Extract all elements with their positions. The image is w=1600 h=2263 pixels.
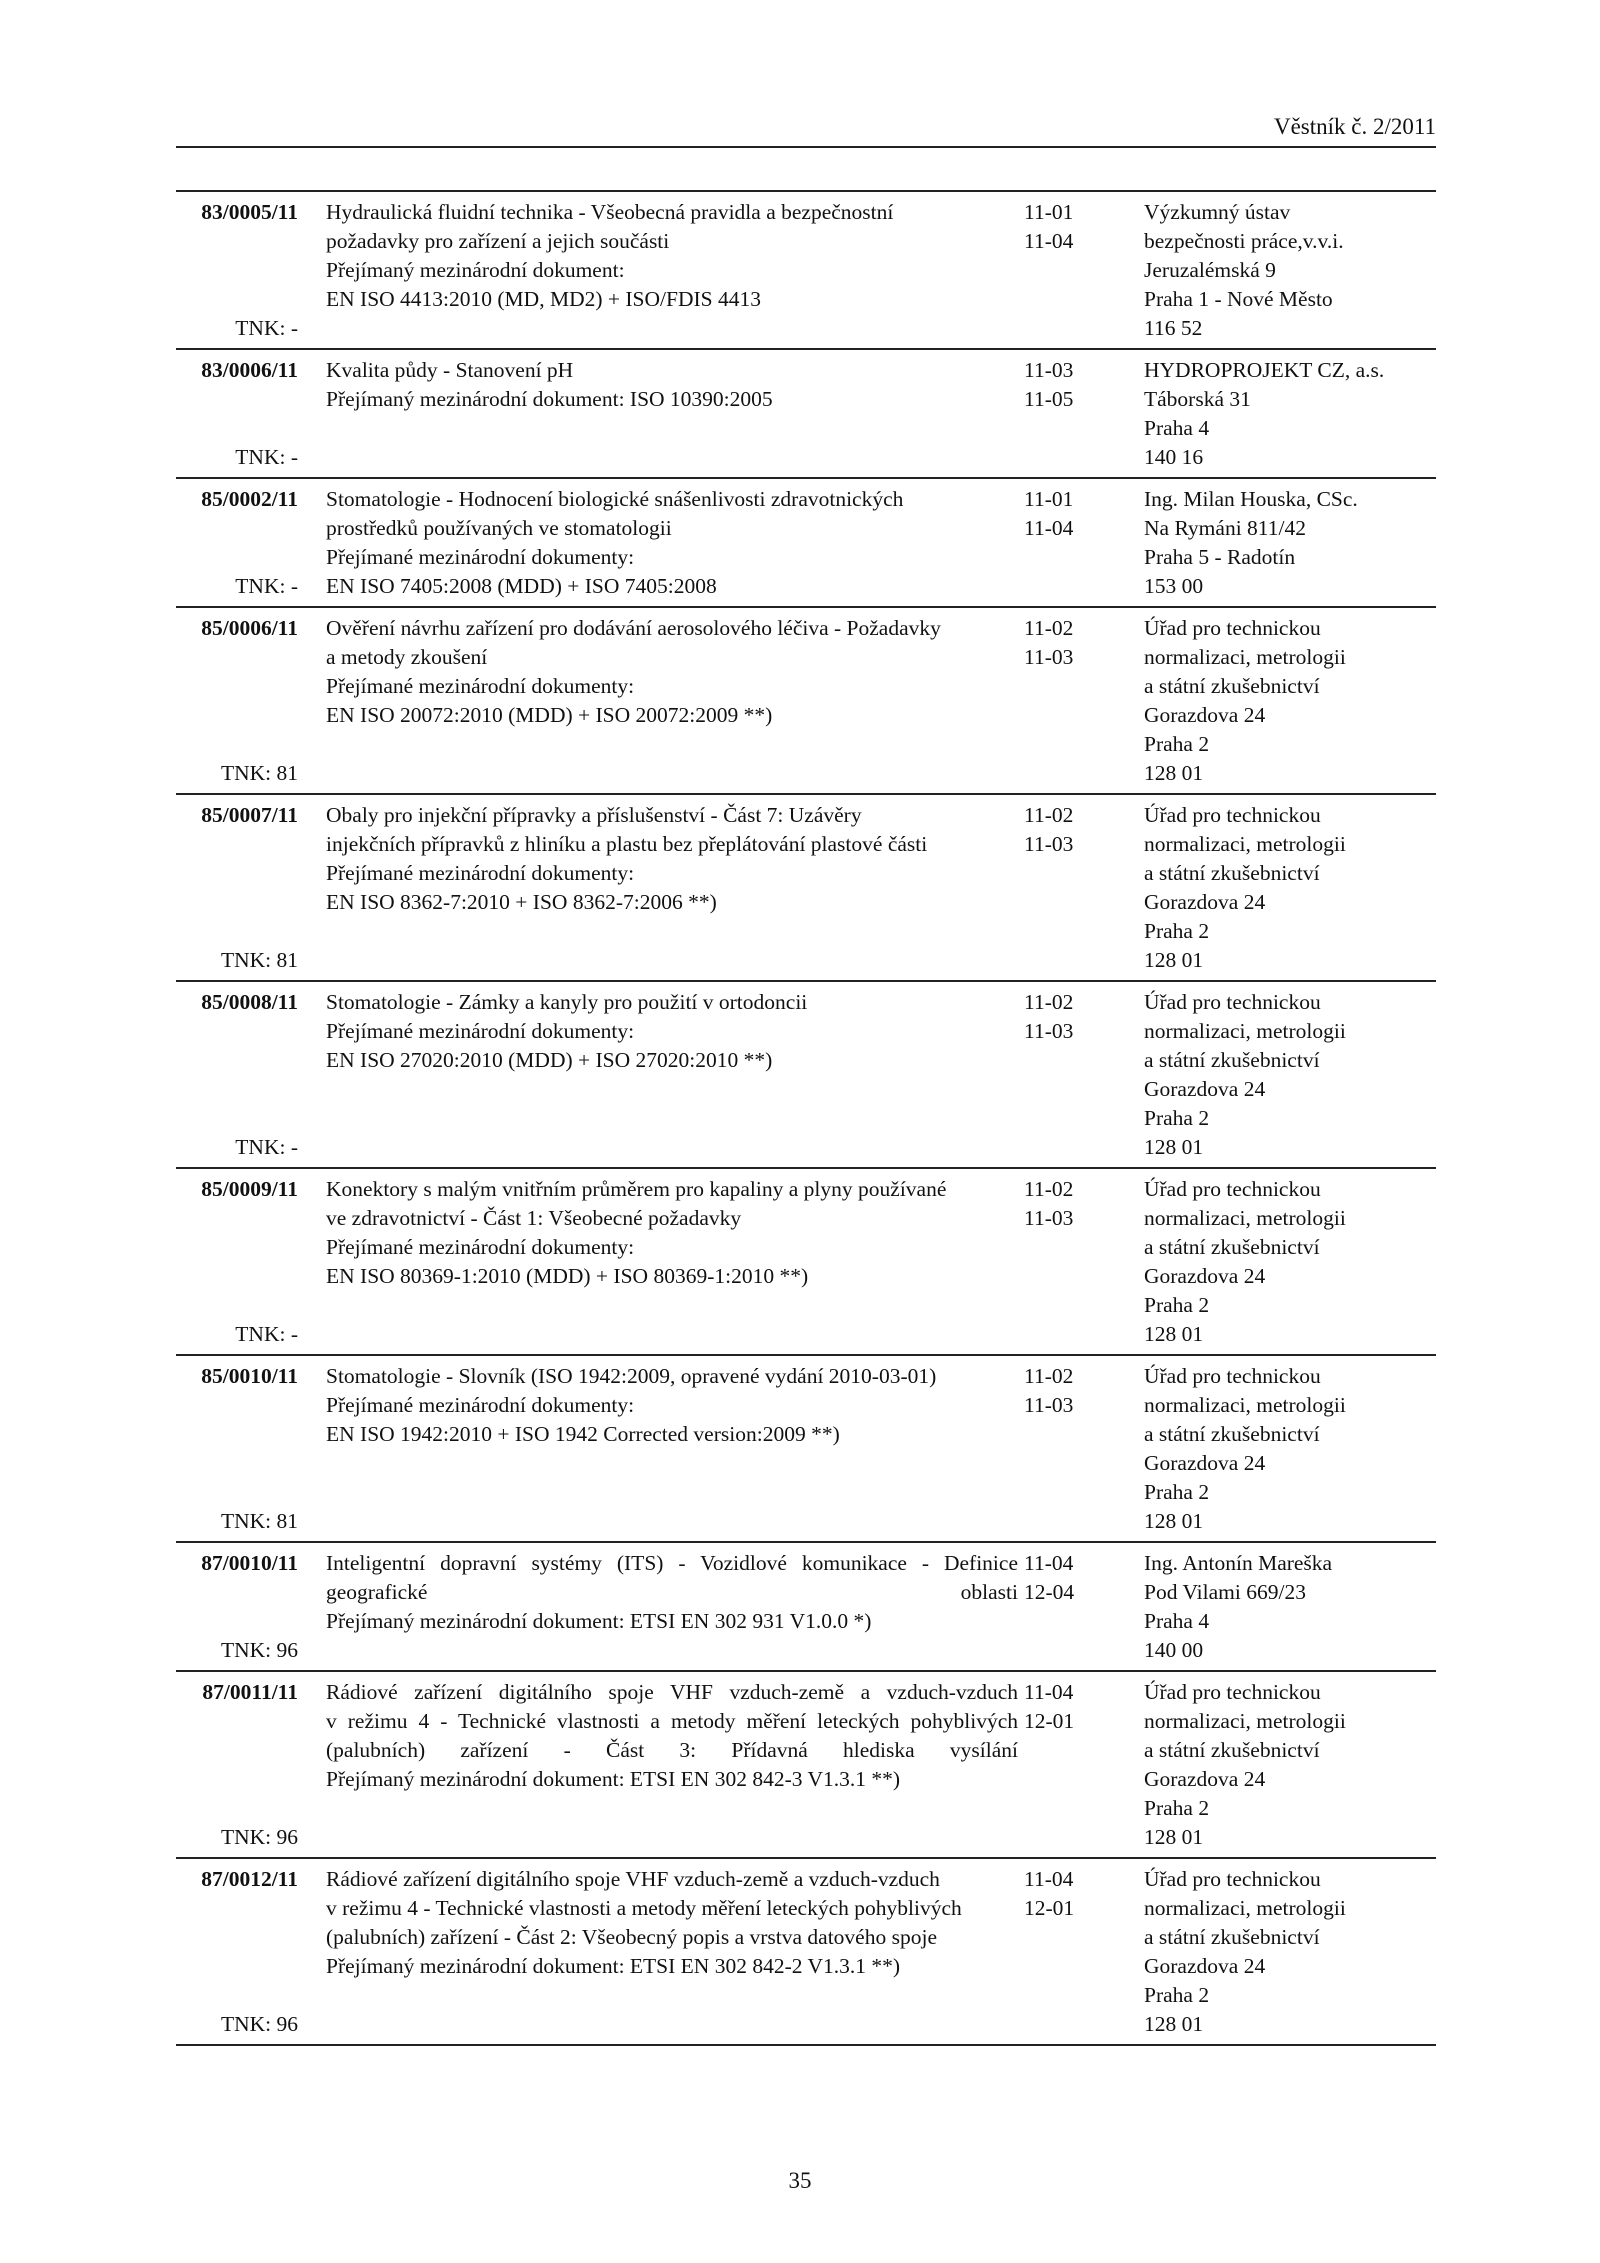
- entry-address-line: Gorazdova 24: [1144, 1767, 1266, 1791]
- entry-title: [298, 1549, 1018, 1665]
- entry-address-line: Gorazdova 24: [1144, 1954, 1266, 1978]
- entry-dates: [1018, 198, 1132, 343]
- entry-date: 11-04: [1024, 516, 1074, 540]
- entry-number: 85/0008/11: [201, 990, 298, 1014]
- entry-title-line: EN ISO 8362-7:2010 + ISO 8362-7:2006 **): [326, 890, 717, 914]
- entry-address-line: Ing. Milan Houska, CSc.: [1144, 487, 1358, 511]
- entry-address-line: 128 01: [1144, 761, 1204, 785]
- entry-dates: [1018, 801, 1132, 975]
- entry-title: [298, 198, 1018, 343]
- entry-title-line: Přejímaný mezinárodní dokument: ETSI EN 302 842-2 V1.3.1 **): [326, 1954, 901, 1978]
- entry-address-line: Ing. Antonín Mareška: [1144, 1551, 1333, 1575]
- entry-tnk: TNK: -: [235, 316, 298, 340]
- entry-title-line: Stomatologie - Zámky a kanyly pro použití v ortodoncii: [326, 990, 808, 1014]
- entry-date: 11-04: [1024, 1551, 1074, 1575]
- entry-address-line: Gorazdova 24: [1144, 703, 1266, 727]
- page-number: 35: [788, 2168, 812, 2193]
- entry-dates: [1018, 356, 1132, 472]
- entry-title: [298, 356, 1018, 472]
- journal-title: Věstník č. 2/2011: [1273, 114, 1436, 139]
- entry-dates: [1018, 1678, 1132, 1852]
- entry-address-line: Úřad pro technickou: [1144, 616, 1321, 640]
- entry-id-column: [176, 1362, 298, 1536]
- entry-tnk: TNK: -: [235, 1135, 298, 1159]
- entry-title-line: Rádiové zařízení digitálního spoje VHF vzduch-země a vzduch-vzduch: [326, 1867, 940, 1891]
- list-item: [176, 1672, 1436, 1859]
- entry-number: 87/0011/11: [202, 1680, 298, 1704]
- entry-address-line: a státní zkušebnictví: [1144, 861, 1320, 885]
- entry-address-line: Praha 2: [1144, 919, 1210, 943]
- entry-title-line: Přejímaný mezinárodní dokument:: [326, 258, 625, 282]
- standards-list: [176, 190, 1436, 2046]
- entry-address-line: 128 01: [1144, 1322, 1204, 1346]
- entry-tnk: TNK: 96: [220, 1825, 298, 1849]
- entry-address-line: Praha 2: [1144, 1983, 1210, 2007]
- entry-address-line: normalizaci, metrologii: [1144, 1019, 1346, 1043]
- entry-title-line: v režimu 4 - Technické vlastnosti a metody měření leteckých pohyblivých: [326, 1896, 962, 1920]
- entry-address-line: Praha 4: [1144, 416, 1210, 440]
- entry-address-line: a státní zkušebnictví: [1144, 1738, 1320, 1762]
- entry-address-line: Úřad pro technickou: [1144, 1177, 1321, 1201]
- entry-title-line: Přejímané mezinárodní dokumenty:: [326, 545, 635, 569]
- entry-address-line: 128 01: [1144, 2012, 1204, 2036]
- entry-id-column: [176, 988, 298, 1162]
- entry-address-line: Gorazdova 24: [1144, 890, 1266, 914]
- entry-date: 11-03: [1024, 1393, 1074, 1417]
- entry-address-line: 128 01: [1144, 1825, 1204, 1849]
- entry-address-line: normalizaci, metrologii: [1144, 1206, 1346, 1230]
- entry-address-line: 153 00: [1144, 574, 1204, 598]
- entry-title-line: (palubních) zařízení - Část 2: Všeobecný popis a vrstva datového spoje: [326, 1925, 937, 1949]
- entry-title-line: geografické oblasti: [326, 1580, 1018, 1604]
- entry-title-line: Ověření návrhu zařízení pro dodávání aerosolového léčiva - Požadavky: [326, 616, 941, 640]
- entry-title-line: injekčních přípravků z hliníku a plastu bez přeplátování plastové části: [326, 832, 928, 856]
- entry-number: 87/0010/11: [201, 1551, 298, 1575]
- list-item: [176, 192, 1436, 350]
- entry-number: 85/0007/11: [201, 803, 298, 827]
- entry-title-line: prostředků používaných ve stomatologii: [326, 516, 672, 540]
- entry-number: 83/0005/11: [201, 200, 298, 224]
- entry-address-line: Praha 1 - Nové Město: [1144, 287, 1333, 311]
- list-item: [176, 479, 1436, 608]
- entry-address: [1132, 988, 1436, 1162]
- entry-id-column: [176, 356, 298, 472]
- entry-date: 11-02: [1024, 990, 1074, 1014]
- entry-id-column: [176, 1175, 298, 1349]
- entry-address-line: Gorazdova 24: [1144, 1451, 1266, 1475]
- entry-date: 11-03: [1024, 1206, 1074, 1230]
- entry-title: [298, 1865, 1018, 2039]
- entry-address-line: a státní zkušebnictví: [1144, 1048, 1320, 1072]
- entry-address-line: Na Rymáni 811/42: [1144, 516, 1306, 540]
- entry-address: [1132, 485, 1436, 601]
- entry-id-column: [176, 1678, 298, 1852]
- entry-address-line: Praha 2: [1144, 1293, 1210, 1317]
- entry-date: 11-02: [1024, 616, 1074, 640]
- entry-title-line: EN ISO 27020:2010 (MDD) + ISO 27020:2010 **): [326, 1048, 773, 1072]
- list-item: [176, 1169, 1436, 1356]
- entry-date: 12-01: [1024, 1896, 1075, 1920]
- entry-title-line: EN ISO 80369-1:2010 (MDD) + ISO 80369-1:2010 **): [326, 1264, 809, 1288]
- list-item: [176, 795, 1436, 982]
- entry-title-line: Přejímané mezinárodní dokumenty:: [326, 861, 635, 885]
- entry-title-line: Přejímaný mezinárodní dokument: ISO 10390:2005: [326, 387, 773, 411]
- entry-address-line: Gorazdova 24: [1144, 1264, 1266, 1288]
- entry-number: 85/0010/11: [201, 1364, 298, 1388]
- entry-address-line: Praha 2: [1144, 732, 1210, 756]
- entry-title-line: Přejímané mezinárodní dokumenty:: [326, 674, 635, 698]
- entry-title-line: Stomatologie - Hodnocení biologické snášenlivosti zdravotnických: [326, 487, 904, 511]
- entry-date: 11-02: [1024, 1177, 1074, 1201]
- entry-number: 85/0009/11: [201, 1177, 298, 1201]
- entry-address: [1132, 356, 1436, 472]
- entry-address-line: normalizaci, metrologii: [1144, 1393, 1346, 1417]
- entry-title-line: a metody zkoušení: [326, 645, 488, 669]
- list-item: [176, 1356, 1436, 1543]
- entry-address-line: Úřad pro technickou: [1144, 1364, 1321, 1388]
- entry-id-column: [176, 485, 298, 601]
- entry-address-line: Praha 2: [1144, 1106, 1210, 1130]
- entry-address-line: 116 52: [1144, 316, 1203, 340]
- entry-tnk: TNK: 96: [220, 2012, 298, 2036]
- entry-title: [298, 801, 1018, 975]
- entry-number: 87/0012/11: [201, 1867, 298, 1891]
- entry-title: [298, 614, 1018, 788]
- entry-date: 11-02: [1024, 1364, 1074, 1388]
- entry-id-column: [176, 1865, 298, 2039]
- entry-address-line: normalizaci, metrologii: [1144, 1896, 1346, 1920]
- list-item: [176, 1543, 1436, 1672]
- entry-date: 11-02: [1024, 803, 1074, 827]
- list-item: [176, 982, 1436, 1169]
- entry-title-line: Přejímané mezinárodní dokumenty:: [326, 1235, 635, 1259]
- entry-date: 12-04: [1024, 1580, 1075, 1604]
- entry-date: 11-05: [1024, 387, 1074, 411]
- entry-date: 11-04: [1024, 1867, 1074, 1891]
- entry-date: 11-03: [1024, 358, 1074, 382]
- entry-address-line: 128 01: [1144, 1135, 1204, 1159]
- entry-title-line: Přejímaný mezinárodní dokument: ETSI EN 302 842-3 V1.3.1 **): [326, 1767, 901, 1791]
- entry-date: 11-04: [1024, 1680, 1074, 1704]
- entry-title-line: Konektory s malým vnitřním průměrem pro kapaliny a plyny používané: [326, 1177, 947, 1201]
- entry-address-line: HYDROPROJEKT CZ, a.s.: [1144, 358, 1385, 382]
- entry-date: 11-01: [1024, 487, 1074, 511]
- entry-address-line: Úřad pro technickou: [1144, 803, 1321, 827]
- entry-address-line: Praha 4: [1144, 1609, 1210, 1633]
- entry-date: 11-03: [1024, 832, 1074, 856]
- entry-tnk: TNK: -: [235, 445, 298, 469]
- entry-address-line: normalizaci, metrologii: [1144, 645, 1346, 669]
- entry-number: 83/0006/11: [201, 358, 298, 382]
- entry-date: 11-04: [1024, 229, 1074, 253]
- entry-title-line: v režimu 4 - Technické vlastnosti a metody měření leteckých pohyblivých: [326, 1709, 1018, 1733]
- entry-date: 12-01: [1024, 1709, 1075, 1733]
- entry-tnk: TNK: 81: [220, 761, 298, 785]
- entry-dates: [1018, 485, 1132, 601]
- entry-address-line: a státní zkušebnictví: [1144, 1422, 1320, 1446]
- entry-dates: [1018, 1362, 1132, 1536]
- entry-number: 85/0002/11: [201, 487, 298, 511]
- entry-address-line: Gorazdova 24: [1144, 1077, 1266, 1101]
- entry-id-column: [176, 198, 298, 343]
- entry-dates: [1018, 988, 1132, 1162]
- entry-title-line: ve zdravotnictví - Část 1: Všeobecné požadavky: [326, 1206, 742, 1230]
- list-item: [176, 1859, 1436, 2046]
- entry-title: [298, 988, 1018, 1162]
- entry-address-line: Táborská 31: [1144, 387, 1251, 411]
- entry-address: [1132, 614, 1436, 788]
- entry-address-line: normalizaci, metrologii: [1144, 1709, 1346, 1733]
- entry-address-line: a státní zkušebnictví: [1144, 1925, 1320, 1949]
- entry-tnk: TNK: 81: [220, 948, 298, 972]
- entry-title-line: Stomatologie - Slovník (ISO 1942:2009, opravené vydání 2010-03-01): [326, 1364, 937, 1388]
- entry-date: 11-01: [1024, 200, 1074, 224]
- entry-address: [1132, 1549, 1436, 1665]
- entry-id-column: [176, 1549, 298, 1665]
- entry-address: [1132, 1362, 1436, 1536]
- entry-address-line: a státní zkušebnictví: [1144, 674, 1320, 698]
- entry-address-line: Praha 2: [1144, 1796, 1210, 1820]
- entry-title-line: Kvalita půdy - Stanovení pH: [326, 358, 574, 382]
- list-item: [176, 350, 1436, 479]
- entry-address-line: 128 01: [1144, 948, 1204, 972]
- list-item: [176, 608, 1436, 795]
- entry-address-line: 140 00: [1144, 1638, 1204, 1662]
- entry-date: 11-03: [1024, 645, 1074, 669]
- entry-address-line: Výzkumný ústav: [1144, 200, 1291, 224]
- entry-date: 11-03: [1024, 1019, 1074, 1043]
- entry-title-line: Hydraulická fluidní technika - Všeobecná pravidla a bezpečnostní: [326, 200, 894, 224]
- entry-tnk: TNK: -: [235, 574, 298, 598]
- entry-address-line: Praha 2: [1144, 1480, 1210, 1504]
- entry-address-line: Praha 5 - Radotín: [1144, 545, 1296, 569]
- entry-address-line: Úřad pro technickou: [1144, 1867, 1321, 1891]
- entry-address-line: Úřad pro technickou: [1144, 1680, 1321, 1704]
- entry-title-line: (palubních) zařízení - Část 3: Přídavná hlediska vysílání: [326, 1738, 1018, 1762]
- entry-title-line: požadavky pro zařízení a jejich součásti: [326, 229, 670, 253]
- entry-title-line: EN ISO 1942:2010 + ISO 1942 Corrected version:2009 **): [326, 1422, 840, 1446]
- entry-dates: [1018, 614, 1132, 788]
- entry-dates: [1018, 1549, 1132, 1665]
- entry-title-line: Obaly pro injekční přípravky a příslušenství - Část 7: Uzávěry: [326, 803, 862, 827]
- entry-address-line: Pod Vilami 669/23: [1144, 1580, 1306, 1604]
- entry-title-line: Přejímané mezinárodní dokumenty:: [326, 1019, 635, 1043]
- entry-address: [1132, 801, 1436, 975]
- entry-dates: [1018, 1175, 1132, 1349]
- entry-id-column: [176, 801, 298, 975]
- entry-tnk: TNK: 81: [220, 1509, 298, 1533]
- entry-address-line: Jeruzalémská 9: [1144, 258, 1276, 282]
- entry-tnk: TNK: 96: [220, 1638, 298, 1662]
- entry-address: [1132, 1175, 1436, 1349]
- entry-title: [298, 1678, 1018, 1852]
- page-header: [176, 112, 1436, 148]
- entry-title: [298, 1175, 1018, 1349]
- entry-title-line: Inteligentní dopravní systémy (ITS) - Vozidlové komunikace - Definice: [326, 1551, 1018, 1575]
- entry-title-line: EN ISO 7405:2008 (MDD) + ISO 7405:2008: [326, 574, 717, 598]
- entry-address-line: bezpečnosti práce,v.v.i.: [1144, 229, 1344, 253]
- entry-address: [1132, 198, 1436, 343]
- entry-title: [298, 1362, 1018, 1536]
- entry-tnk: TNK: -: [235, 1322, 298, 1346]
- entry-address: [1132, 1678, 1436, 1852]
- entry-title: [298, 485, 1018, 601]
- entry-title-line: EN ISO 4413:2010 (MD, MD2) + ISO/FDIS 4413: [326, 287, 761, 311]
- entry-address-line: a státní zkušebnictví: [1144, 1235, 1320, 1259]
- entry-address-line: 128 01: [1144, 1509, 1204, 1533]
- entry-title-line: Přejímané mezinárodní dokumenty:: [326, 1393, 635, 1417]
- entry-id-column: [176, 614, 298, 788]
- entry-title-line: EN ISO 20072:2010 (MDD) + ISO 20072:2009 **): [326, 703, 773, 727]
- entry-title-line: Přejímaný mezinárodní dokument: ETSI EN 302 931 V1.0.0 *): [326, 1609, 872, 1633]
- entry-address-line: 140 16: [1144, 445, 1204, 469]
- entry-address-line: Úřad pro technickou: [1144, 990, 1321, 1014]
- entry-address-line: normalizaci, metrologii: [1144, 832, 1346, 856]
- entry-number: 85/0006/11: [201, 616, 298, 640]
- entry-address: [1132, 1865, 1436, 2039]
- entry-title-line: Rádiové zařízení digitálního spoje VHF vzduch-země a vzduch-vzduch: [326, 1680, 1018, 1704]
- entry-dates: [1018, 1865, 1132, 2039]
